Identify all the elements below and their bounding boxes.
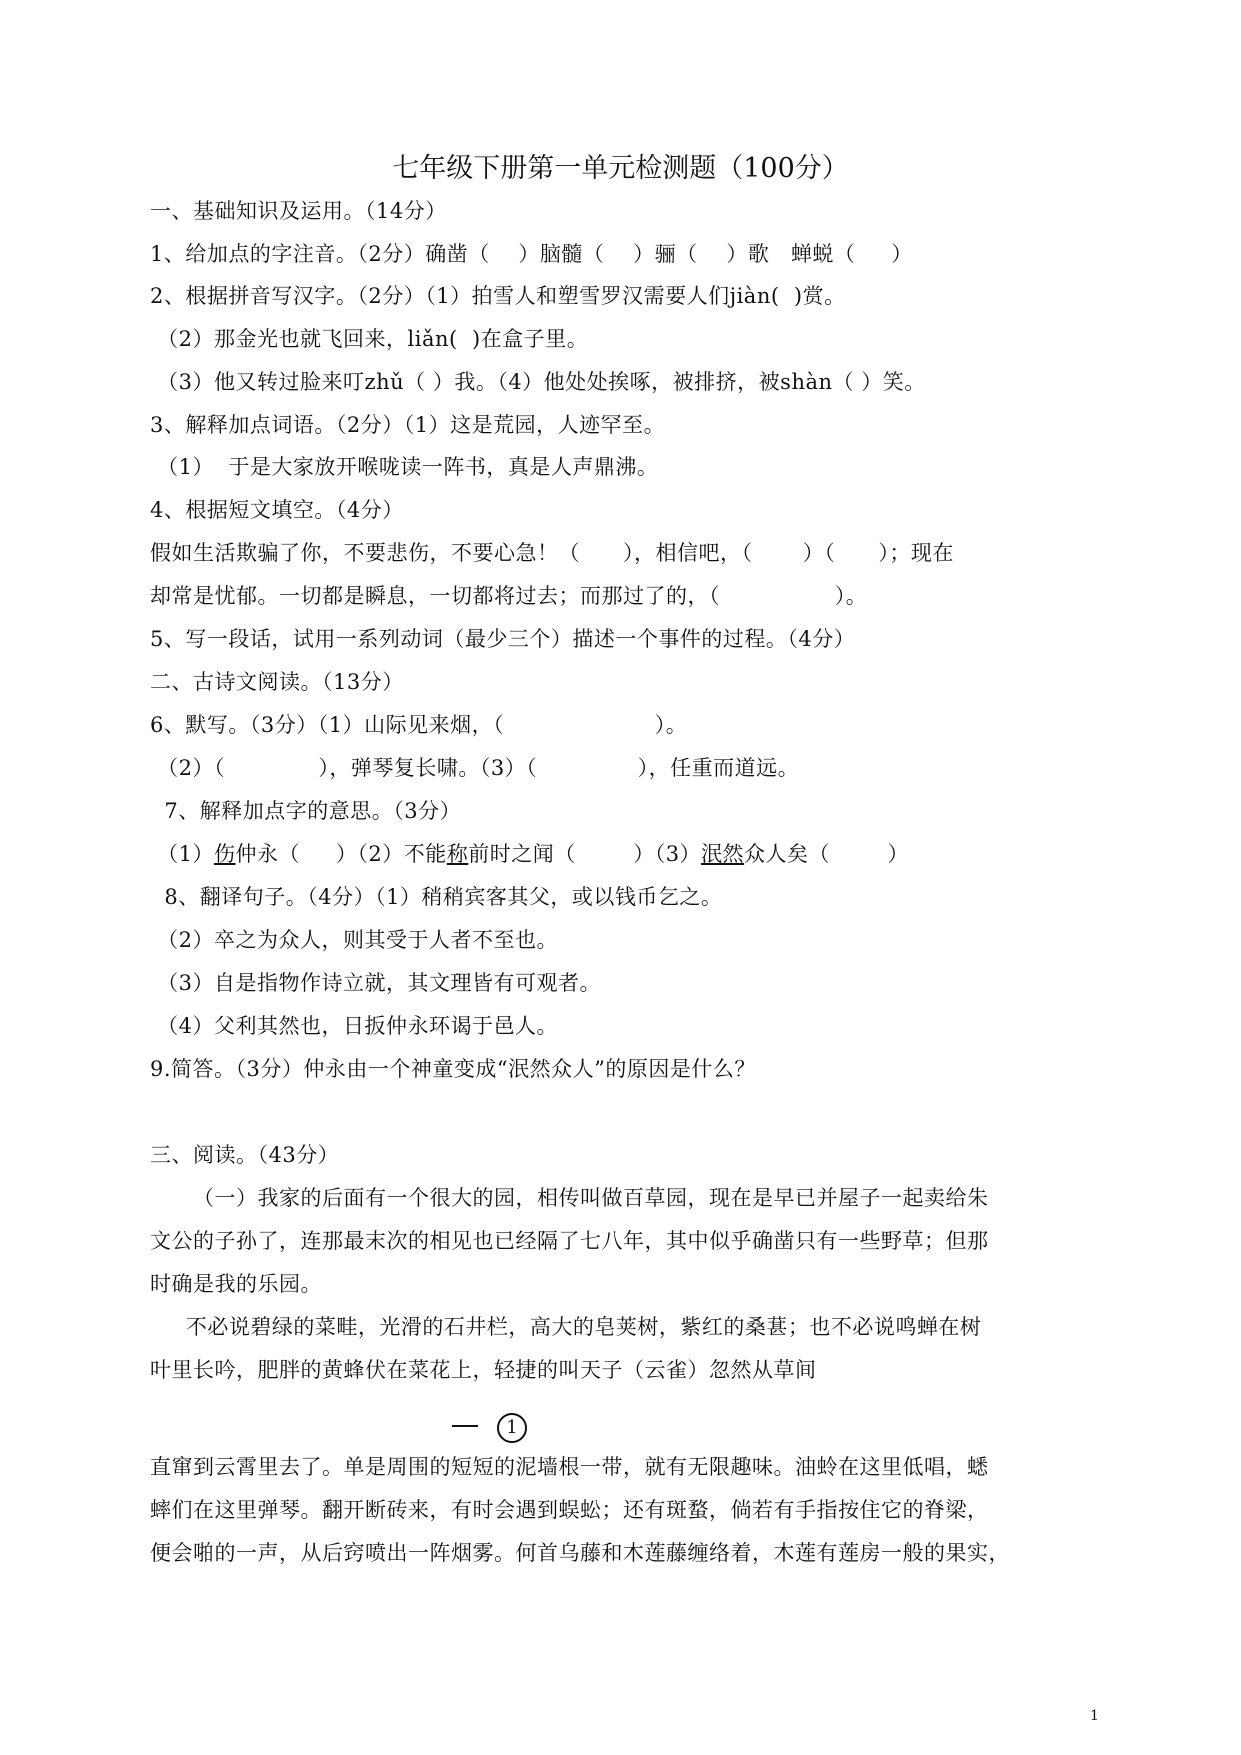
q7-underlined-word-1: 伤 — [214, 842, 236, 866]
q7-text-b: 仲永（ ）（2）不能 — [235, 842, 447, 866]
question-2: 2、根据拼音写汉字。（2分）（1）拍雪人和塑雪罗汉需要人们jiàn( )赏。 — [150, 284, 846, 308]
question-7: 7、解释加点字的意思。（3分） — [150, 799, 462, 823]
q7-text-d: 众人矣（ ） — [744, 842, 909, 866]
section-heading-2: 二、古诗文阅读。（13分） — [150, 670, 404, 694]
question-8-part-4: （4）父利其然也，日扳仲永环谒于邑人。 — [150, 1014, 559, 1038]
question-8-part-2: （2）卒之为众人，则其受于人者不至也。 — [150, 928, 559, 952]
q7-text-c: 前时之闻（ ）（3） — [468, 842, 702, 866]
question-4-text-2: 却常是忧郁。一切都是瞬息，一切都将过去；而那过了的，（ ）。 — [150, 584, 868, 608]
passage-line: 直窜到云霄里去了。单是周围的短短的泥墙根一带，就有无限趣味。油蛉在这里低唱，蟋 — [150, 1455, 989, 1479]
section-heading-3: 三、阅读。（43分） — [150, 1143, 340, 1167]
question-6-part-2: （2）（ ），弹琴复长啸。（3）（ ），任重而道远。 — [150, 756, 800, 780]
passage-line: 时确是我的乐园。 — [150, 1272, 322, 1296]
q7-text-a: （1） — [150, 842, 215, 866]
page-title: 七年级下册第一单元检测题（100分） — [392, 153, 849, 184]
section-heading-1: 一、基础知识及运用。（14分） — [150, 199, 447, 223]
passage-line: 蟀们在这里弹琴。翻开断砖来，有时会遇到蜈蚣；还有斑蝥，倘若有手指按住它的脊梁， — [150, 1498, 989, 1522]
question-5: 5、写一段话，试用一系列动词（最少三个）描述一个事件的过程。（4分） — [150, 627, 856, 651]
question-4-text-1: 假如生活欺骗了你，不要悲伤，不要心急！（ ），相信吧，（ ）（ ）；现在 — [150, 541, 954, 565]
question-8: 8、翻译句子。（4分）（1）稍稍宾客其父，或以钱币乞之。 — [150, 885, 723, 909]
question-6: 6、默写。（3分）（1）山际见来烟，（ ）。 — [150, 713, 688, 737]
question-2-part-3: （3）他又转过脸来叮zhǔ（ ）我。（4）他处处挨啄，被排挤，被shàn（ ）笑。 — [150, 370, 926, 394]
passage-line: 便会啪的一声，从后窍喷出一阵烟雾。何首乌藤和木莲藤缠络着，木莲有莲房一般的果实， — [150, 1541, 1010, 1565]
question-3-part-2: （1） 于是大家放开喉咙读一阵书，真是人声鼎沸。 — [150, 455, 659, 479]
passage-line: 文公的子孙了，连那最末次的相见也已经隔了七八年，其中似乎确凿只有一些野草；但那 — [150, 1229, 989, 1253]
q7-underlined-word-2: 称 — [446, 842, 469, 866]
circled-marker: 1 — [497, 1413, 527, 1443]
q7-underlined-word-3: 泯然 — [701, 842, 745, 866]
passage-line: 叶里长吟，肥胖的黄蜂伏在菜花上，轻捷的叫天子（云雀）忽然从草间 — [150, 1358, 817, 1382]
page-number: 1 — [1090, 1708, 1099, 1724]
passage-line: 不必说碧绿的菜畦，光滑的石井栏，高大的皂荚树，紫红的桑葚；也不必说鸣蝉在树 — [150, 1315, 982, 1339]
question-9: 9.简答。（3分）仲永由一个神童变成“泯然众人”的原因是什么？ — [150, 1057, 756, 1081]
question-4: 4、根据短文填空。（4分） — [150, 498, 404, 522]
question-1: 1、给加点的字注音。（2分）确凿（ ）脑髓（ ）骊（ ）歌 蝉蜕（ ） — [150, 242, 913, 266]
passage-line: （一）我家的后面有一个很大的园，相传叫做百草园，现在是早已并屋子一起卖给朱 — [150, 1186, 989, 1210]
question-3: 3、解释加点词语。（2分）（1）这是荒园，人迹罕至。 — [150, 413, 666, 437]
question-2-part-2: （2）那金光也就飞回来，liǎn( )在盒子里。 — [150, 327, 589, 351]
question-8-part-3: （3）自是指物作诗立就，其文理皆有可观者。 — [150, 971, 602, 995]
question-7-items — [150, 840, 909, 868]
blank-dash — [452, 1425, 478, 1427]
